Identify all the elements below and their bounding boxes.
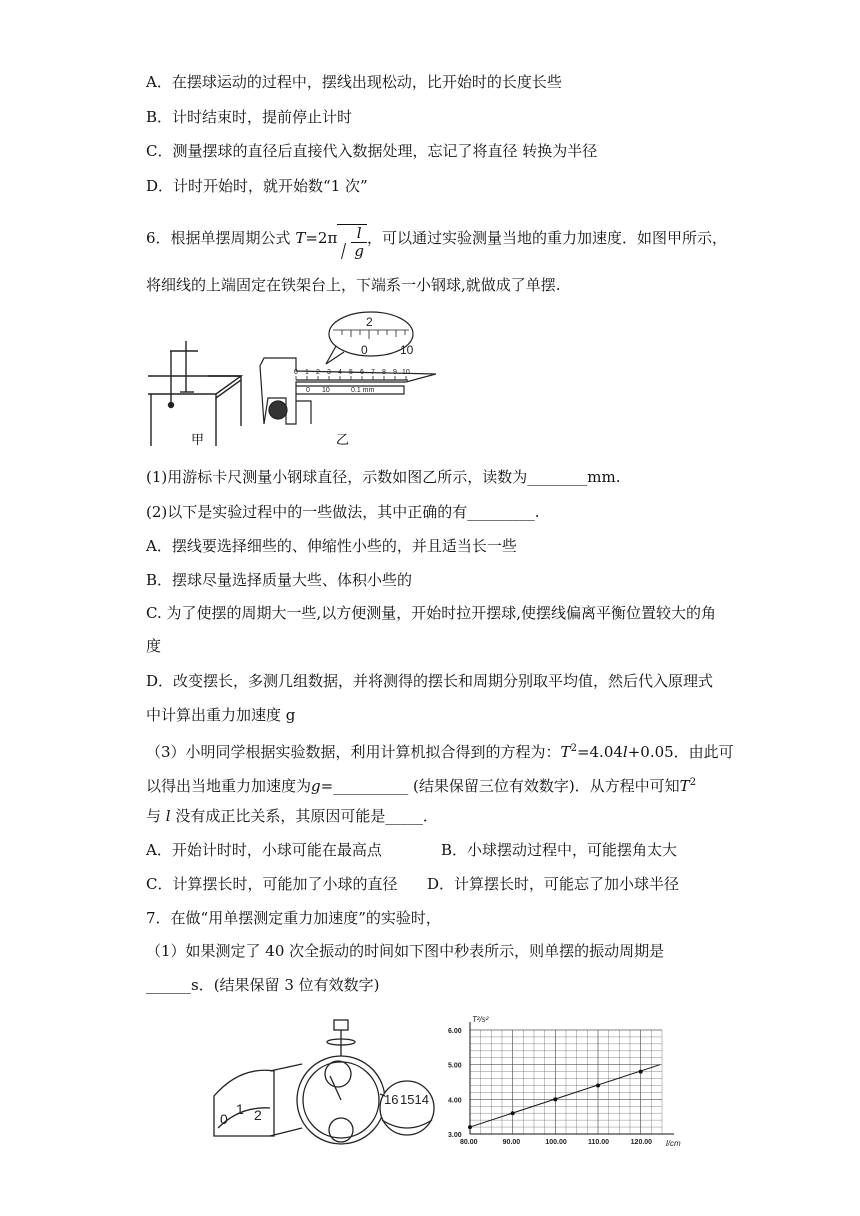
q6-option-c-line2: 度 <box>146 637 162 655</box>
data-point <box>596 1083 600 1087</box>
stopwatch-left-1: 1 <box>236 1101 244 1117</box>
q6-option-d-line2: 中计算出重力加速度 g <box>146 706 296 724</box>
stopwatch-right-16: 16 <box>384 1092 399 1107</box>
eq-l: l <box>622 743 628 761</box>
caliper-tick-9: 9 <box>393 369 397 376</box>
q6-part3-option-c: C．计算摆长时，可能加了小球的直径 <box>146 875 398 893</box>
data-point <box>639 1070 643 1074</box>
caliper-zoom-10: 10 <box>400 343 414 357</box>
fig-label-jia: 甲 <box>191 432 205 447</box>
stopwatch-left-2: 2 <box>254 1107 262 1123</box>
chart-grid <box>470 1030 662 1134</box>
x-tick-label: 110.00 <box>588 1139 610 1146</box>
caliper-tick-10: 10 <box>402 369 410 376</box>
chart-y-label: T²/s² <box>472 1015 489 1024</box>
sqrt-symbol <box>337 224 367 260</box>
fig-label-yi: 乙 <box>336 432 350 447</box>
q6-part3-b-pre: 以得出当地重力加速度为 <box>146 777 312 795</box>
eq-end: +0.05．由此可 <box>627 743 734 761</box>
x-tick-label: 90.00 <box>502 1139 521 1146</box>
q6-part3-line1: （3）小明同学根据实验数据，利用计算机拟合得到的方程为：$T^2=4.04l+0.05$．由此可 <box>146 743 734 761</box>
caliper-vernier-10: 10 <box>322 387 330 394</box>
caliper-tick-6: 6 <box>360 369 364 376</box>
fit-line <box>470 1065 660 1127</box>
caliper-vernier-0: 0 <box>306 387 310 394</box>
q6-part3-line2: 以得出当地重力加速度为g=__________ (结果保留三位有效数字)．从方程中可知$T^2$ <box>146 777 697 795</box>
q6-part3-text: （3）小明同学根据实验数据，利用计算机拟合得到的方程为： <box>146 743 561 761</box>
caliper-zoom-main: 2 <box>366 315 373 329</box>
data-point <box>553 1097 557 1101</box>
vernier-caliper-figure <box>260 312 436 424</box>
q5-option-a: A．在摆球运动的过程中，摆线出现松动，比开始时的长度长些 <box>146 73 562 91</box>
data-point <box>511 1111 515 1115</box>
q7-intro: 7．在做“用单摆测定重力加速度”的实验时， <box>146 909 441 927</box>
q6-part3-line3 <box>146 806 438 826</box>
formula-fraction <box>351 225 367 260</box>
q6-part3-option-d: D．计算摆长时，可能忘了加小球半径 <box>427 875 680 893</box>
q5-option-c: C．测量摆球的直径后直接代入数据处理，忘记了将直径 转换为半径 <box>146 142 598 160</box>
q6-part3-g: g <box>311 777 321 795</box>
stopwatch-right-1514: 1514 <box>400 1092 429 1107</box>
q6-intro <box>146 218 727 260</box>
chart-tick-labels <box>448 1028 652 1146</box>
q6-intro-a: 6．根据单摆周期公式 <box>146 229 291 247</box>
formula-den: g <box>354 242 364 260</box>
q6-option-c-line1: C. 为了使摆的周期大一些,以方便测量，开始时拉开摆球,使摆线偏离平衡位置较大的角 <box>146 604 717 622</box>
caliper-tick-8: 8 <box>382 369 386 376</box>
q5-option-b: B．计时结束时，提前停止计时 <box>146 108 353 126</box>
q7-part1-line2: ______s．(结果保留 3 位有效数字) <box>146 976 380 994</box>
q6-part3-b-post: =__________ (结果保留三位有效数字)．从方程中可知 <box>320 777 680 795</box>
q6-part3-option-a: A．开始计时时，小球可能在最高点 <box>146 841 382 859</box>
y-tick-label: 4.00 <box>448 1097 462 1105</box>
caliper-tick-7: 7 <box>371 369 375 376</box>
caliper-zoom-0: 0 <box>361 343 368 357</box>
x-tick-label: 120.00 <box>630 1139 653 1146</box>
iron-stand-figure <box>148 341 241 446</box>
q7-part1-line1: （1）如果测定了 40 次全振动的时间如下图中秒表所示，则单摆的振动周期是 <box>146 942 665 960</box>
eq-rest: =4.04 <box>576 743 623 761</box>
figure-pendulum-caliper <box>146 306 436 456</box>
q6-intro-b: ，可以通过实验测量当地的重力加速度．如图甲所示， <box>366 229 727 247</box>
chart-marks <box>468 1065 660 1129</box>
q6-part3-c-pre: 与 <box>146 807 162 825</box>
t2-vs-l-chart <box>440 1010 700 1152</box>
data-point <box>468 1125 472 1129</box>
eq-T: T <box>560 743 571 761</box>
chart-x-label: l/cm <box>666 1139 681 1148</box>
q6-part3-c-post: 没有成正比关系，其原因可能是_____． <box>175 807 438 825</box>
q5-option-d: D．计时开始时，就开始数“1 次” <box>146 177 368 195</box>
caliper-tick-5: 5 <box>349 369 353 376</box>
stopwatch-left-0: 0 <box>220 1111 228 1127</box>
q6-intro-line2: 将细线的上端固定在铁架台上，下端系一小钢球,就做成了单摆. <box>146 276 561 294</box>
x-tick-label: 100.00 <box>545 1139 567 1146</box>
q6-part1: (1)用游标卡尺测量小钢球直径，示数如图乙所示，读数为________mm. <box>146 468 621 486</box>
q6-option-d-line1: D．改变摆长，多测几组数据，并将测得的摆长和周期分别取平均值，然后代入原理式 <box>146 672 714 690</box>
x-tick-label: 80.00 <box>460 1139 478 1146</box>
formula-num: l <box>351 225 367 243</box>
stopwatch-figure <box>210 1016 440 1156</box>
y-tick-label: 3.00 <box>448 1132 462 1139</box>
caliper-tick-0: 0 <box>294 369 298 376</box>
y-tick-label: 5.00 <box>448 1062 462 1070</box>
formula-eq: =2π <box>305 229 338 247</box>
q6-part2: (2)以下是实验过程中的一些做法，其中正确的有_________. <box>146 503 540 521</box>
q6-option-b: B．摆球尽量选择质量大些、体积小些的 <box>146 571 413 589</box>
caliper-tick-4: 4 <box>338 369 342 376</box>
caliper-unit: 0.1 mm <box>351 387 375 394</box>
caliper-tick-2: 2 <box>316 369 320 376</box>
q6-part3-l: l <box>165 807 171 825</box>
caliper-tick-3: 3 <box>327 369 331 376</box>
stopwatch-right-labels <box>384 1092 429 1107</box>
q6-option-a: A．摆线要选择细些的、伸缩性小些的，并且适当长一些 <box>146 537 517 555</box>
y-tick-label: 6.00 <box>448 1028 462 1035</box>
caliper-tick-1: 1 <box>305 369 309 376</box>
formula-T: T <box>295 229 306 247</box>
q6-part3-T: T <box>679 777 690 795</box>
q6-part3-option-b: B．小球摆动过程中，可能摆角太大 <box>441 841 678 859</box>
